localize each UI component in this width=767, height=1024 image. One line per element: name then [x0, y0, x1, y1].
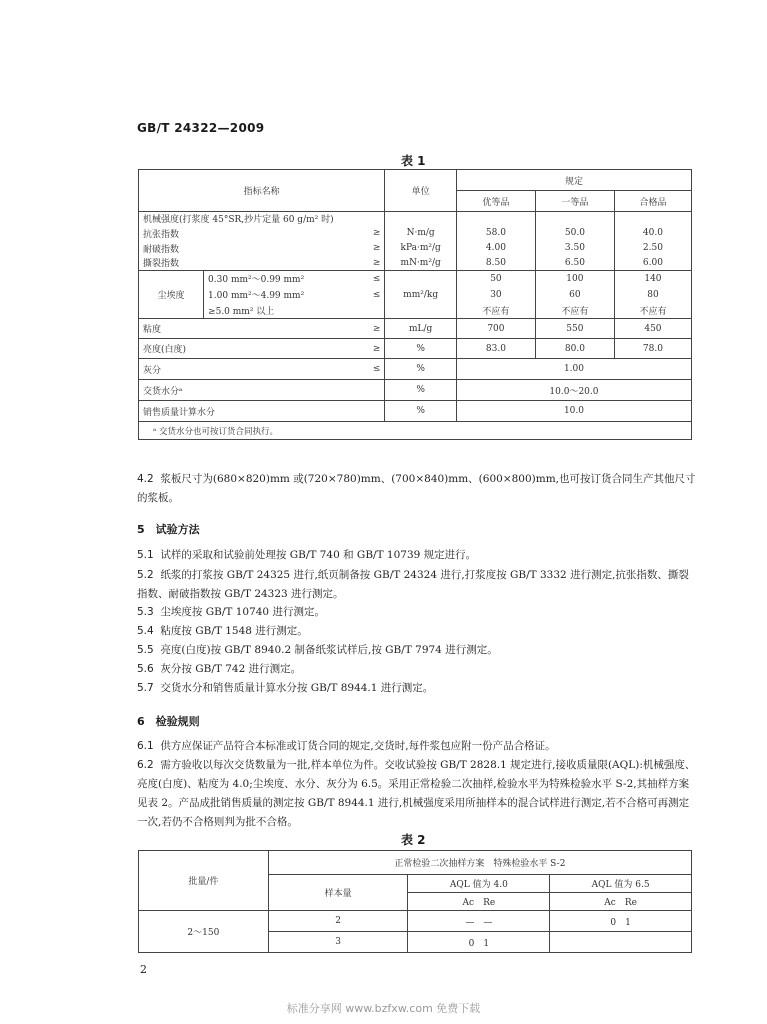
- clause-5-6: 5.6 灰分按 GB/T 742 进行测定。: [137, 663, 302, 675]
- clause-5-4: 5.4 粘度按 GB/T 1548 进行测定。: [137, 625, 308, 637]
- clause-5-5: 5.5 亮度(白度)按 GB/T 8940.2 制备纸浆试样后,按 GB/T 7974 进行测定。: [137, 644, 498, 656]
- page-number: 2: [140, 963, 147, 976]
- table-row: 抗张指数 ≥ N·m/g 58.0 50.0 40.0: [139, 226, 692, 241]
- dirt-label: 尘埃度: [139, 271, 204, 319]
- table2-header-sample: 样本量: [268, 875, 408, 911]
- table-row: 2～150 2 — — 0 1: [139, 911, 692, 932]
- clause-5-1: 5.1 试样的采取和试验前处理按 GB/T 740 和 GB/T 10739 规定进行。: [137, 549, 477, 561]
- table-2: [138, 850, 692, 953]
- table-row: 粘度 ≥ mL/g 700 550 450: [139, 319, 692, 339]
- table2-header-acre-2: Ac Re: [550, 893, 692, 911]
- table2-header-aql-6-5: AQL 值为 6.5: [550, 875, 692, 893]
- table1-header-spec: 规定: [456, 170, 691, 191]
- table1-footnote: ᵃ 交货水分也可按订货合同执行。: [139, 422, 692, 440]
- table1-caption: 表 1: [401, 154, 426, 168]
- table2-caption: 表 2: [401, 833, 426, 847]
- table2-header-plan: 正常检验二次抽样方案 特殊检验水平 S-2: [268, 851, 691, 875]
- section-6-title: 6 检验规则: [137, 715, 200, 728]
- table1-header-grade-qualified: 合格品: [614, 191, 691, 212]
- table-row: 销售质量计算水分 % 10.0: [139, 401, 692, 422]
- table-row: 亮度(白度) ≥ % 83.0 80.0 78.0: [139, 339, 692, 359]
- clause-5-2: 5.2 纸浆的打浆按 GB/T 24325 进行,纸页制备按 GB/T 24324 进行,打浆度按 GB/T 3332 进行测定,抗张指数、撕裂指数、耐破指数按 GB/T 24323 进行测定。: [137, 569, 689, 600]
- table-row: 尘埃度 0.30 mm²～0.99 mm² ≤ mm²/kg 50 100 140: [139, 271, 692, 287]
- table-row: 耐破指数 ≥ kPa·m²/g 4.00 3.50 2.50: [139, 241, 692, 256]
- table1-header-grade-first: 一等品: [535, 191, 614, 212]
- table2-header-batch: 批量/件: [139, 851, 269, 911]
- table2-header-acre-1: Ac Re: [408, 893, 550, 911]
- clause-5-3: 5.3 尘埃度按 GB/T 10740 进行测定。: [137, 606, 325, 618]
- section-5-title: 5 试验方法: [137, 523, 200, 536]
- table-row: ≥5.0 mm² 以上 不应有 不应有 不应有: [139, 303, 692, 319]
- table2-header-aql-4: AQL 值为 4.0: [408, 875, 550, 893]
- table-row: 1.00 mm²～4.99 mm² ≤ 30 60 80: [139, 287, 692, 303]
- table-row: 灰分 ≤ % 1.00: [139, 359, 692, 380]
- table-row: 撕裂指数 ≥ mN·m²/g 8.50 6.50 6.00: [139, 256, 692, 271]
- clause-5-7: 5.7 交货水分和销售质量计算水分按 GB/T 8944.1 进行测定。: [137, 682, 434, 694]
- watermark-footer: 标准分享网 www.bzfxw.com 免费下载: [286, 1002, 481, 1015]
- table-1: [138, 169, 692, 440]
- table2-batch-value: 2～150: [139, 911, 269, 953]
- clause-6-1: 6.1 供方应保证产品符合本标准或订货合同的规定,交货时,每件浆包应附一份产品合格证。: [137, 740, 556, 752]
- clause-4-2: 4.2 浆板尺寸为(680×820)mm 或(720×780)mm、(700×840)mm、(600×800)mm,也可按订货合同生产其他尺寸的浆板。: [137, 473, 696, 504]
- clause-6-2: 6.2 需方验收以每次交货数量为一批,样本单位为件。交收试验按 GB/T 2828.1 规定进行,接收质量限(AQL):机械强度、亮度(白度)、粘度为 4.0;尘埃度、水分、灰分为 6.5。采用正常检验二次抽样,检验水平为特殊检验水平 S-2,其抽样方案见表 2。产品成批销售质量的测定按 GB/T 8944.1 进行,机械强度采用所抽样本的混合试样进行测定,若不合格可再测定一次,若仍不合格则判为批不合格。: [137, 759, 696, 828]
- table-row: 交货水分ᵃ % 10.0～20.0: [139, 380, 692, 401]
- table1-header-name: 指标名称: [139, 170, 385, 212]
- standard-number: GB/T 24322—2009: [137, 121, 265, 135]
- table1-header-unit: 单位: [385, 170, 457, 212]
- table-row: 3 0 1: [139, 932, 692, 953]
- table1-header-grade-premium: 优等品: [456, 191, 535, 212]
- mech-strength-title: 机械强度(打浆度 45°SR,抄片定量 60 g/m² 时): [139, 212, 385, 226]
